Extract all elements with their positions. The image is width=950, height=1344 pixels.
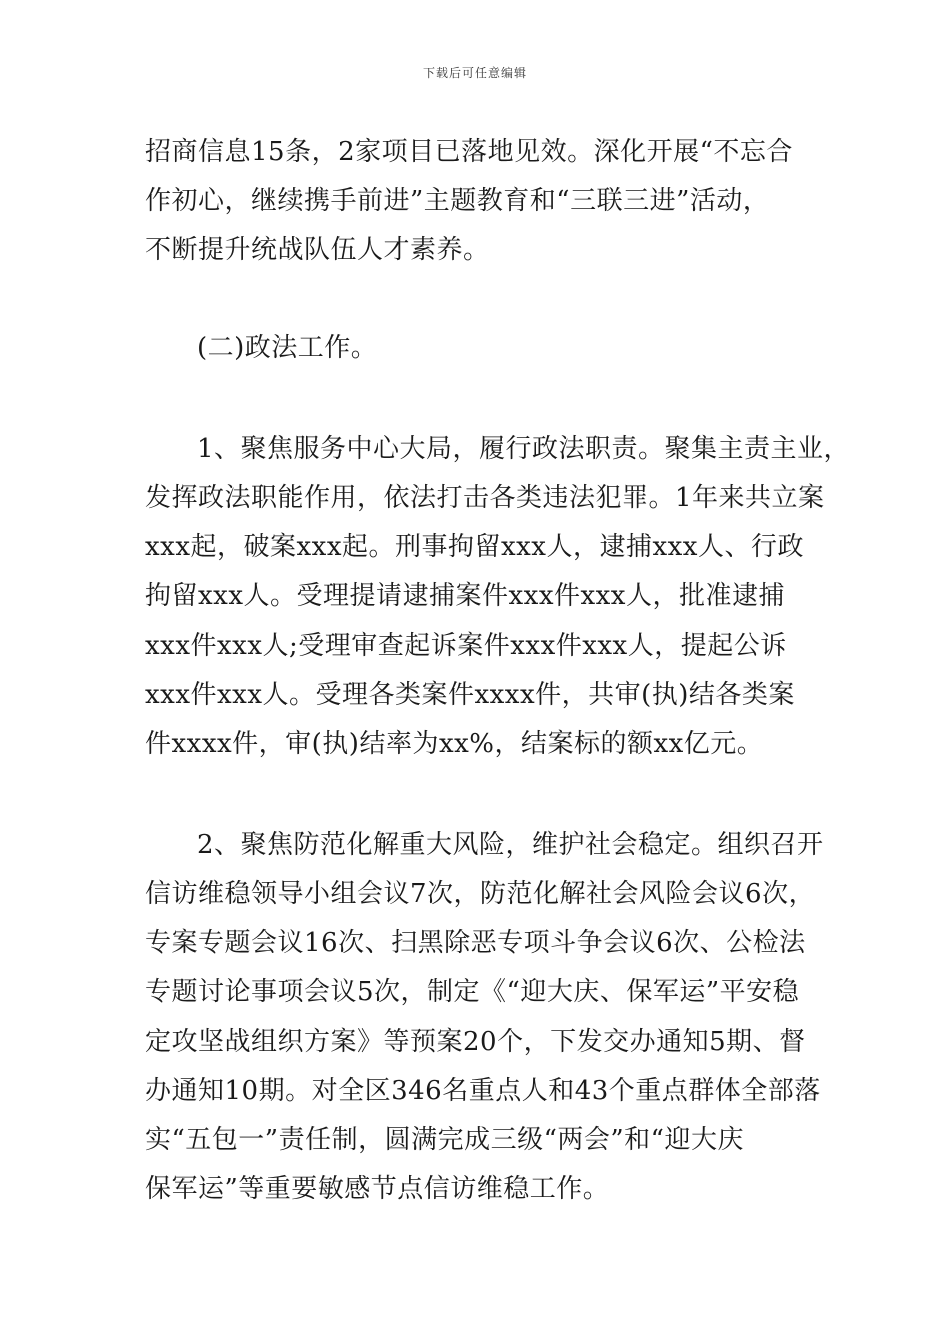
paragraph-line: 招商信息15条，2家项目已落地见效。深化开展“不忘合	[145, 137, 793, 167]
paragraph-line: 办通知10期。对全区346名重点人和43个重点群体全部落	[145, 1076, 821, 1106]
page-header: 下载后可任意编辑	[422, 66, 527, 80]
paragraph-line: 不断提升统战队伍人才素养。	[145, 235, 490, 265]
paragraph-line: 发挥政法职能作用，依法打击各类违法犯罪。1年来共立案	[145, 483, 825, 513]
paragraph-line: 件xxxx件，审(执)结率为xx%，结案标的额xx亿元。	[145, 729, 764, 759]
section-heading-text: (二)政法工作。	[197, 333, 378, 363]
paragraph-line: 1、聚焦服务中心大局，履行政法职责。聚集主责主业，	[197, 434, 851, 464]
paragraph-line: 专案专题会议16次、扫黑除恶专项斗争会议6次、公检法	[145, 928, 806, 958]
paragraph-line: xxx件xxx人;受理审查起诉案件xxx件xxx人，提起公诉	[145, 631, 787, 661]
paragraph-line: 专题讨论事项会议5次，制定《“迎大庆、保军运”平安稳	[145, 977, 800, 1007]
paragraph-line: 保军运”等重要敏感节点信访维稳工作。	[145, 1174, 610, 1204]
paragraph-line: xxx件xxx人。受理各类案件xxxx件，共审(执)结各类案	[145, 680, 795, 710]
paragraph-line: xxx起，破案xxx起。刑事拘留xxx人，逮捕xxx人、行政	[145, 532, 804, 562]
paragraph-line: 定攻坚战组织方案》等预案20个，下发交办通知5期、督	[145, 1027, 806, 1057]
paragraph-line: 2、聚焦防范化解重大风险，维护社会稳定。组织召开	[197, 830, 824, 860]
paragraph-line: 信访维稳领导小组会议7次，防范化解社会风险会议6次，	[145, 879, 816, 909]
paragraph-line: 实“五包一”责任制，圆满完成三级“两会”和“迎大庆	[145, 1125, 744, 1155]
paragraph-line: 拘留xxx人。受理提请逮捕案件xxx件xxx人，批准逮捕	[145, 581, 785, 611]
paragraph-line: 作初心，继续携手前进”主题教育和“三联三进”活动，	[145, 186, 770, 216]
